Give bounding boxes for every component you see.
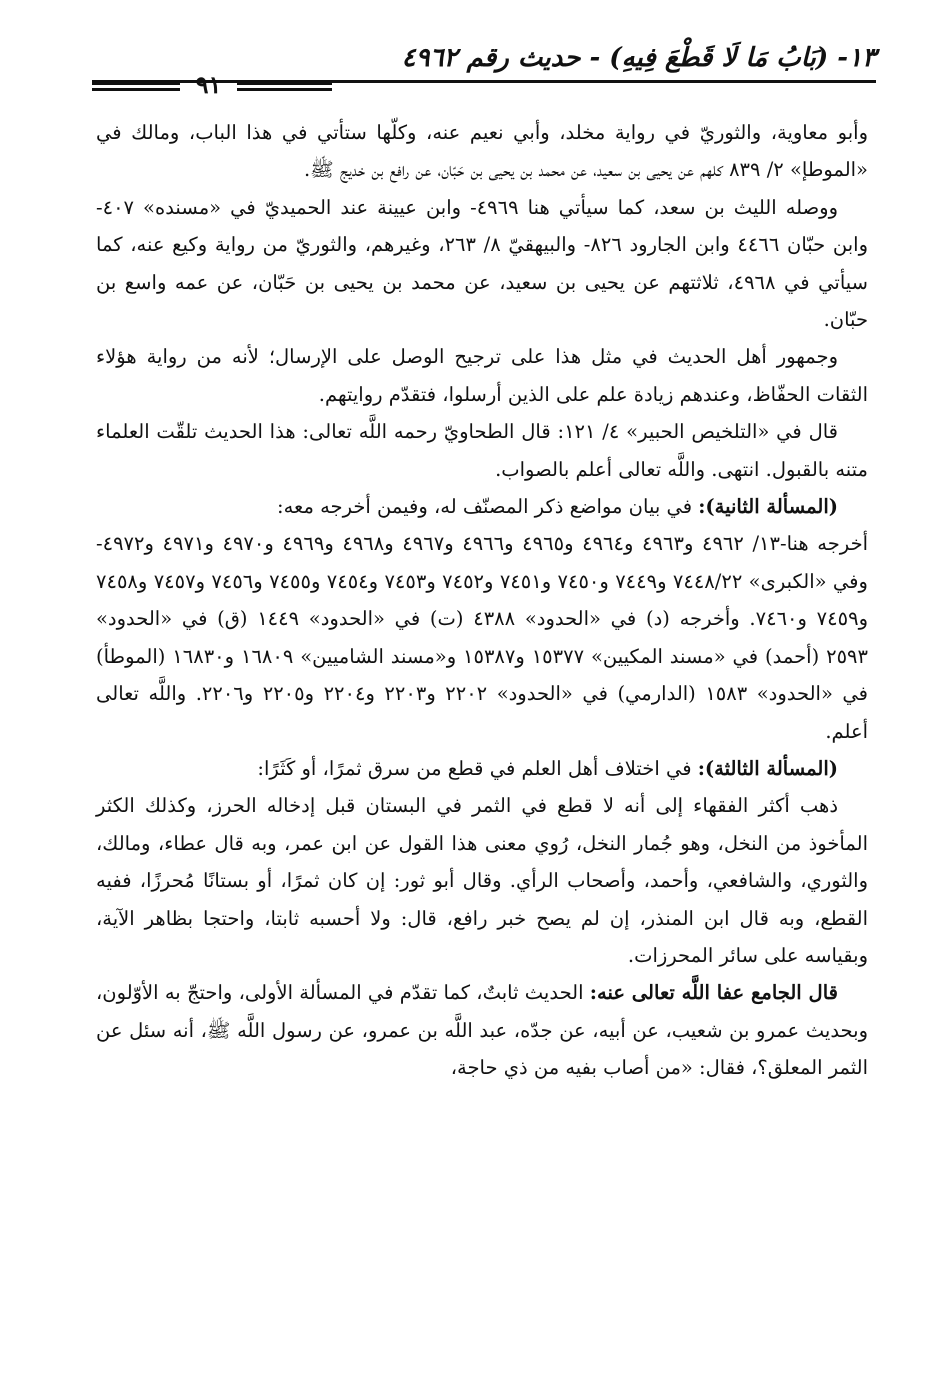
paragraph-2 <box>96 189 868 339</box>
section-heading-2: (المسألة الثانية): <box>698 495 838 519</box>
paragraph-1 <box>96 114 868 189</box>
paragraph-text: الحديث ثابتٌ، كما تقدّم في المسألة الأولى، واحتجّ به الأوّلون، وبحديث عمرو بن شعيب، عن أبيه، عن جدّه، عبد اللَّه بن عمرو، عن رسول اللَّه ﷺ، أنه سئل عن الثمر المعلق؟، فقال: «من أصاب بفيه من ذي حاجة، <box>96 981 868 1080</box>
page-number-block <box>92 68 332 102</box>
paragraph-5 <box>96 488 868 525</box>
paragraph-text: قال في «التلخيص الحبير» ٤/ ١٢١: قال الطحاويّ رحمه اللَّه تعالى: هذا الحديث تلقّت العلماء متنه بالقبول. انتهى. واللَّه تعالى أعلم بالصواب. <box>96 420 868 481</box>
page-number: ٩١ <box>195 70 222 99</box>
running-head: ١٣- (بَابُ مَا لَا قَطْعَ فِيهِ) - حديث رقم ٤٩٦٢ <box>401 43 876 73</box>
paragraph-text: في بيان مواضع ذكر المصنّف له، وفيمن أخرجه معه: <box>277 495 699 519</box>
page-number-rule-left <box>92 82 180 91</box>
paragraph-3 <box>96 338 868 413</box>
paragraph-4 <box>96 413 868 488</box>
paragraph-8 <box>96 787 868 974</box>
paragraph-text: ووصله الليث بن سعد، كما سيأتي هنا ٤٩٦٩- وابن عيينة عند الحميديّ في «مسنده» ٤٠٧- وابن حبّان ٤٤٦٦ وابن الجارود ٨٢٦- والبيهقيّ ٨/ ٢٦٣، وغيرهم، والثوريّ من رواية وكيع عنه، كما سيأتي في ٤٩٦٨، ثلاثتهم عن يحيى بن سعيد، عن محمد بن يحيى بن حَبّان، عن عمه واسع بن حبّان. <box>96 195 869 332</box>
paragraph-text: وجمهور أهل الحديث في مثل هذا على ترجيح الوصل على الإرسال؛ لأنه من رواية هؤلاء الثقات الحفّاظ، وعندهم زيادة علم على الذين أرسلوا، فتقدّم روايتهم. <box>96 345 868 406</box>
paragraph-9 <box>96 974 868 1086</box>
paragraph-text: وأبو معاوية، والثوريّ في رواية مخلد، وأبي نعيم عنه، وكلّها ستأتي في هذا الباب، ومالك في «الموطإ» ٢/ ٨٣٩ كلهم عن يحيى بن سعيد، عن محمد بن يحيى بن حَبّان، عن رافع بن خديج ﷺ. <box>96 121 868 182</box>
compiler-note-heading: قال الجامع عفا اللَّه تعالى عنه: <box>589 981 838 1005</box>
paragraph-text: في اختلاف أهل العلم في قطع من سرق ثمرًا، أو كَثَرًا: <box>257 756 698 780</box>
paragraph-text: أخرجه هنا-١٣/ ٤٩٦٢ و٤٩٦٣ و٤٩٦٤ و٤٩٦٥ و٤٩٦٦ و٤٩٦٧ و٤٩٦٨ و٤٩٦٩ و٤٩٧٠ و٤٩٧١ و٤٩٧٢- وفي «الكبرى» ٧٤٤٨/٢٢ و٧٤٤٩ و٧٤٥٠ و٧٤٥١ و٧٤٥٢ و٧٤٥٣ و٧٤٥٤ و٧٤٥٥ و٧٤٥٦ و٧٤٥٧ و٧٤٥٨ و٧٤٥٩ و٧٤٦٠. وأخرجه (د) في «الحدود» ٤٣٨٨ (ت) في «الحدود» ١٤٤٩ (ق) في «الحدود» ٢٥٩٣ (أحمد) في «مسند المكيين» ١٥٣٧٧ و١٥٣٨٧ و«مسند الشاميين» ١٦٨٠٩ و١٦٨٣٠ (الموطأ) في «الحدود» ١٥٨٣ (الدارمي) في «الحدود» ٢٢٠٢ و٢٢٠٣ و٢٢٠٤ و٢٢٠٥ و٢٢٠٦. واللَّه تعالى أعلم. <box>96 532 869 743</box>
paragraph-text: ذهب أكثر الفقهاء إلى أنه لا قطع في الثمر في البستان قبل إدخاله الحرز، وكذلك الكثر المأخوذ من النخل، وهو جُمار النخل، رُوي معنى هذا القول عن ابن عمر، وبه قال عطاء، ومالك، والثوري، والشافعي، وأحمد، وأصحاب الرأي. وقال أبو ثور: إن كان ثمرًا، أو بستانًا مُحرزًا، ففيه القطع، وبه قال ابن المنذر، إن لم يصح خبر رافع، قال: ولا أحسبه ثابتا، واحتجا بظاهر الآية، وبقياسه على سائر المحرزات. <box>96 794 868 967</box>
page-body <box>96 114 868 1087</box>
paragraph-7 <box>96 750 868 787</box>
section-heading-3: (المسألة الثالثة): <box>697 756 838 780</box>
page-number-rule-right <box>237 82 332 91</box>
paragraph-6 <box>96 525 868 749</box>
